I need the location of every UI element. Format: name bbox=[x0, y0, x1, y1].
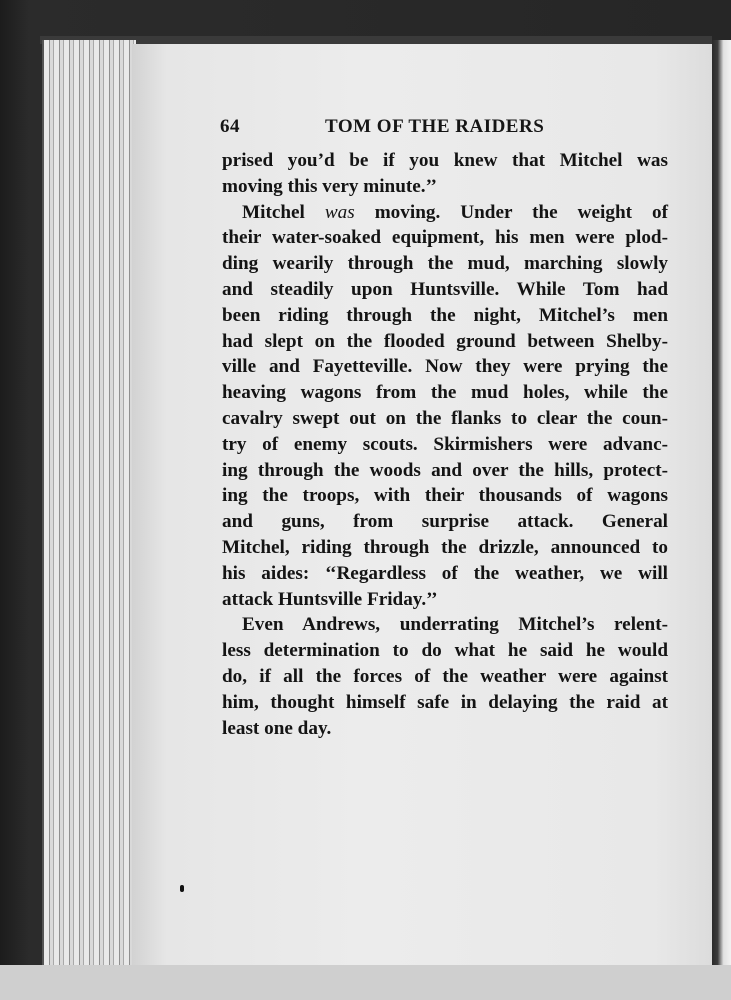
text-line: moving this very minute.’’ bbox=[222, 175, 437, 197]
text-line: ing the troops, with their thousands of wagons bbox=[222, 485, 668, 507]
background-surface bbox=[0, 965, 731, 1000]
gutter-shadow bbox=[712, 40, 731, 970]
ink-speck bbox=[180, 885, 184, 892]
text-fragment: moving. Under the weight of bbox=[354, 201, 668, 223]
page-number: 64 bbox=[220, 116, 240, 137]
text-line: and steadily upon Huntsville. While Tom had bbox=[222, 278, 668, 300]
text-line: Even Andrews, underrating Mitchel’s relent- bbox=[242, 614, 668, 636]
text-fragment: Mitchel bbox=[242, 201, 325, 223]
running-head: TOM OF THE RAIDERS bbox=[325, 116, 545, 137]
page-edges-stack bbox=[42, 40, 136, 970]
text-line: attack Huntsville Friday.’’ bbox=[222, 588, 438, 610]
text-line: his aides: ‘‘Regardless of the weather, we will bbox=[222, 562, 668, 584]
text-line: ding wearily through the mud, marching slowly bbox=[222, 253, 668, 275]
text-line: prised you’d be if you knew that Mitchel was bbox=[222, 150, 668, 171]
text-line: their water-soaked equipment, his men were plod- bbox=[222, 227, 668, 249]
text-line: less determination to do what he said he would bbox=[222, 640, 668, 662]
text-line: do, if all the forces of the weather were against bbox=[222, 665, 668, 687]
text-line: had slept on the flooded ground between Shelby- bbox=[222, 330, 668, 352]
italic-word: was bbox=[324, 201, 355, 223]
text-line: heaving wagons from the mud holes, while the bbox=[222, 382, 668, 404]
text-line: ville and Fayetteville. Now they were prying the bbox=[222, 356, 668, 378]
text-line: Mitchel, riding through the drizzle, announced to bbox=[222, 536, 668, 558]
text-line: him, thought himself safe in delaying the raid at bbox=[222, 691, 668, 713]
body-text bbox=[222, 148, 668, 741]
page-edges-top bbox=[40, 36, 712, 44]
text-line: been riding through the night, Mitchel’s men bbox=[222, 304, 668, 326]
text-line: try of enemy scouts. Skirmishers were advanc- bbox=[222, 433, 668, 455]
text-line: ing through the woods and over the hills, protect- bbox=[222, 459, 668, 481]
text-line: and guns, from surprise attack. General bbox=[222, 511, 668, 533]
text-line bbox=[222, 200, 668, 226]
text-line: least one day. bbox=[222, 717, 332, 739]
text-line: cavalry swept out on the flanks to clear the coun- bbox=[222, 407, 668, 429]
page-header bbox=[220, 116, 668, 142]
